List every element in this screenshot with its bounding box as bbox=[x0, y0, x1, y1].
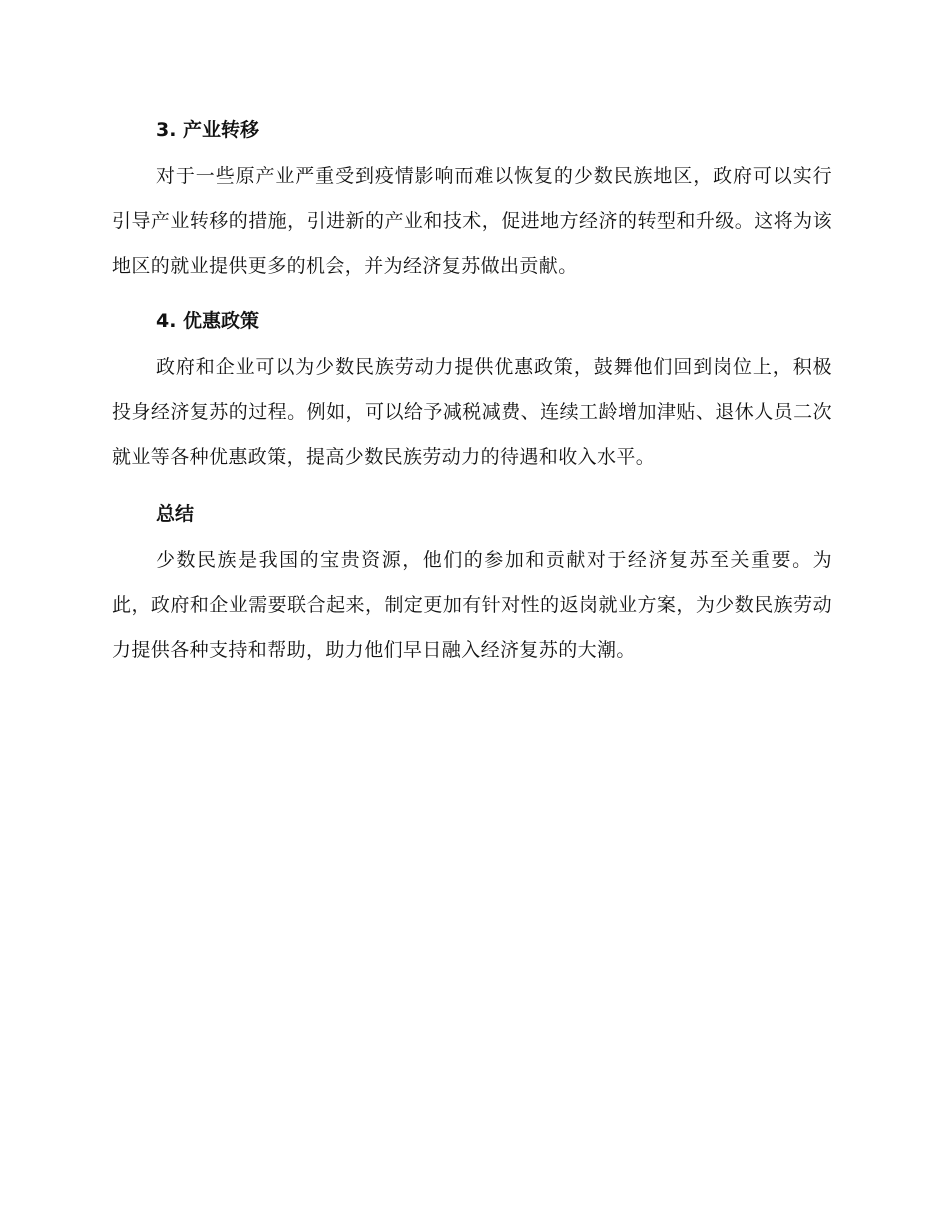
section-preferential-policy bbox=[112, 301, 832, 480]
section-paragraph: 政府和企业可以为少数民族劳动力提供优惠政策，鼓舞他们回到岗位上，积极投身经济复苏的过程。例如，可以给予减税减费、连续工龄增加津贴、退休人员二次就业等各种优惠政策，提高少数民族劳动力的待遇和收入水平。 bbox=[112, 356, 832, 468]
section-paragraph: 少数民族是我国的宝贵资源，他们的参加和贡献对于经济复苏至关重要。为此，政府和企业需要联合起来，制定更加有针对性的返岗就业方案，为少数民族劳动力提供各种支持和帮助，助力他们早日融入经济复苏的大潮。 bbox=[112, 549, 832, 661]
section-summary bbox=[112, 494, 832, 673]
section-heading: 总结 bbox=[156, 503, 195, 525]
section-paragraph: 对于一些原产业严重受到疫情影响而难以恢复的少数民族地区，政府可以实行引导产业转移的措施，引进新的产业和技术，促进地方经济的转型和升级。这将为该地区的就业提供更多的机会，并为经济复苏做出贡献。 bbox=[112, 165, 832, 277]
document-body bbox=[112, 110, 832, 687]
section-industry-transfer bbox=[112, 110, 832, 289]
section-heading: 3. 产业转移 bbox=[156, 119, 260, 141]
section-heading: 4. 优惠政策 bbox=[156, 310, 260, 332]
